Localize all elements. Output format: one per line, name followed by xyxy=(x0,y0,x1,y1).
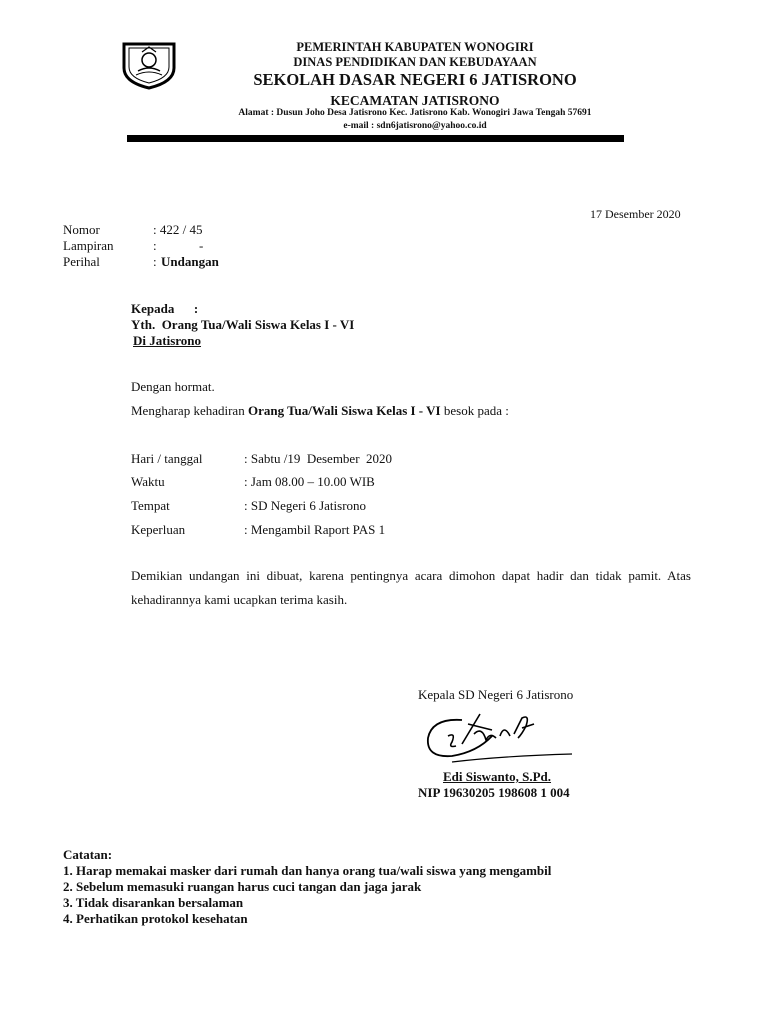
letterhead-email: e-mail : sdn6jatisrono@yahoo.co.id xyxy=(343,121,487,131)
letterhead-divider xyxy=(127,135,624,142)
note-item: 1. Harap memakai masker dari rumah dan hanya orang tua/wali siswa yang mengambil xyxy=(63,863,552,878)
intro-sentence xyxy=(131,403,509,419)
signatory-name: Edi Siswanto, S.Pd. xyxy=(443,769,552,784)
nomor-label: Nomor xyxy=(63,222,100,237)
signatory-nip: NIP 19630205 198608 1 004 xyxy=(418,785,570,800)
notes-title: Catatan: xyxy=(63,847,113,862)
letterhead-department: DINAS PENDIDIKAN DAN KEBUDAYAAN xyxy=(293,55,537,69)
greeting: Dengan hormat. xyxy=(131,379,215,394)
perihal-colon: : xyxy=(153,254,157,269)
handwritten-signature xyxy=(422,706,582,768)
letter-date: 17 Desember 2020 xyxy=(590,207,681,221)
detail-value: : Sabtu /19 Desember 2020 xyxy=(244,451,393,466)
detail-value: : SD Negeri 6 Jatisrono xyxy=(244,498,367,513)
note-item: 4. Perhatikan protokol kesehatan xyxy=(63,911,248,926)
letterhead-government: PEMERINTAH KABUPATEN WONOGIRI xyxy=(296,40,534,54)
detail-value: : Mengambil Raport PAS 1 xyxy=(244,522,386,537)
note-item: 2. Sebelum memasuki ruangan harus cuci tangan dan jaga jarak xyxy=(63,879,422,894)
intro-bold: Orang Tua/Wali Siswa Kelas I - VI xyxy=(247,403,441,418)
nomor-value: : 422 / 45 xyxy=(153,222,203,237)
perihal-label: Perihal xyxy=(63,254,100,269)
recipient-yth: Yth. Orang Tua/Wali Siswa Kelas I - VI xyxy=(131,317,355,332)
lampiran-colon: : xyxy=(153,238,157,253)
note-item: 3. Tidak disarankan bersalaman xyxy=(63,895,244,910)
intro-pre: Mengharap kehadiran xyxy=(131,403,248,418)
lampiran-value: - xyxy=(199,238,204,253)
letterhead-address: Alamat : Dusun Joho Desa Jatisrono Kec. Jatisrono Kab. Wonogiri Jawa Tengah 57691 xyxy=(238,108,592,118)
recipient-kepada: Kepada : xyxy=(131,301,199,316)
recipient-location: Di Jatisrono xyxy=(133,333,202,348)
signatory-position: Kepala SD Negeri 6 Jatisrono xyxy=(418,687,574,702)
detail-label: Keperluan xyxy=(131,522,186,537)
letterhead-district: KECAMATAN JATISRONO xyxy=(330,93,500,108)
lampiran-label: Lampiran xyxy=(63,238,114,253)
letterhead-school-name: SEKOLAH DASAR NEGERI 6 JATISRONO xyxy=(253,70,577,89)
detail-label: Tempat xyxy=(131,498,170,513)
intro-post: besok pada : xyxy=(440,403,509,418)
detail-label: Waktu xyxy=(131,474,165,489)
closing-paragraph: Demikian undangan ini dibuat, karena pentingnya acara dimohon dapat hadir dan tidak pamit. Atas kehadirannya kami ucapkan terima kasih. xyxy=(131,568,691,607)
detail-label: Hari / tanggal xyxy=(131,451,203,466)
perihal-value: Undangan xyxy=(161,254,219,269)
detail-value: : Jam 08.00 – 10.00 WIB xyxy=(244,474,375,489)
